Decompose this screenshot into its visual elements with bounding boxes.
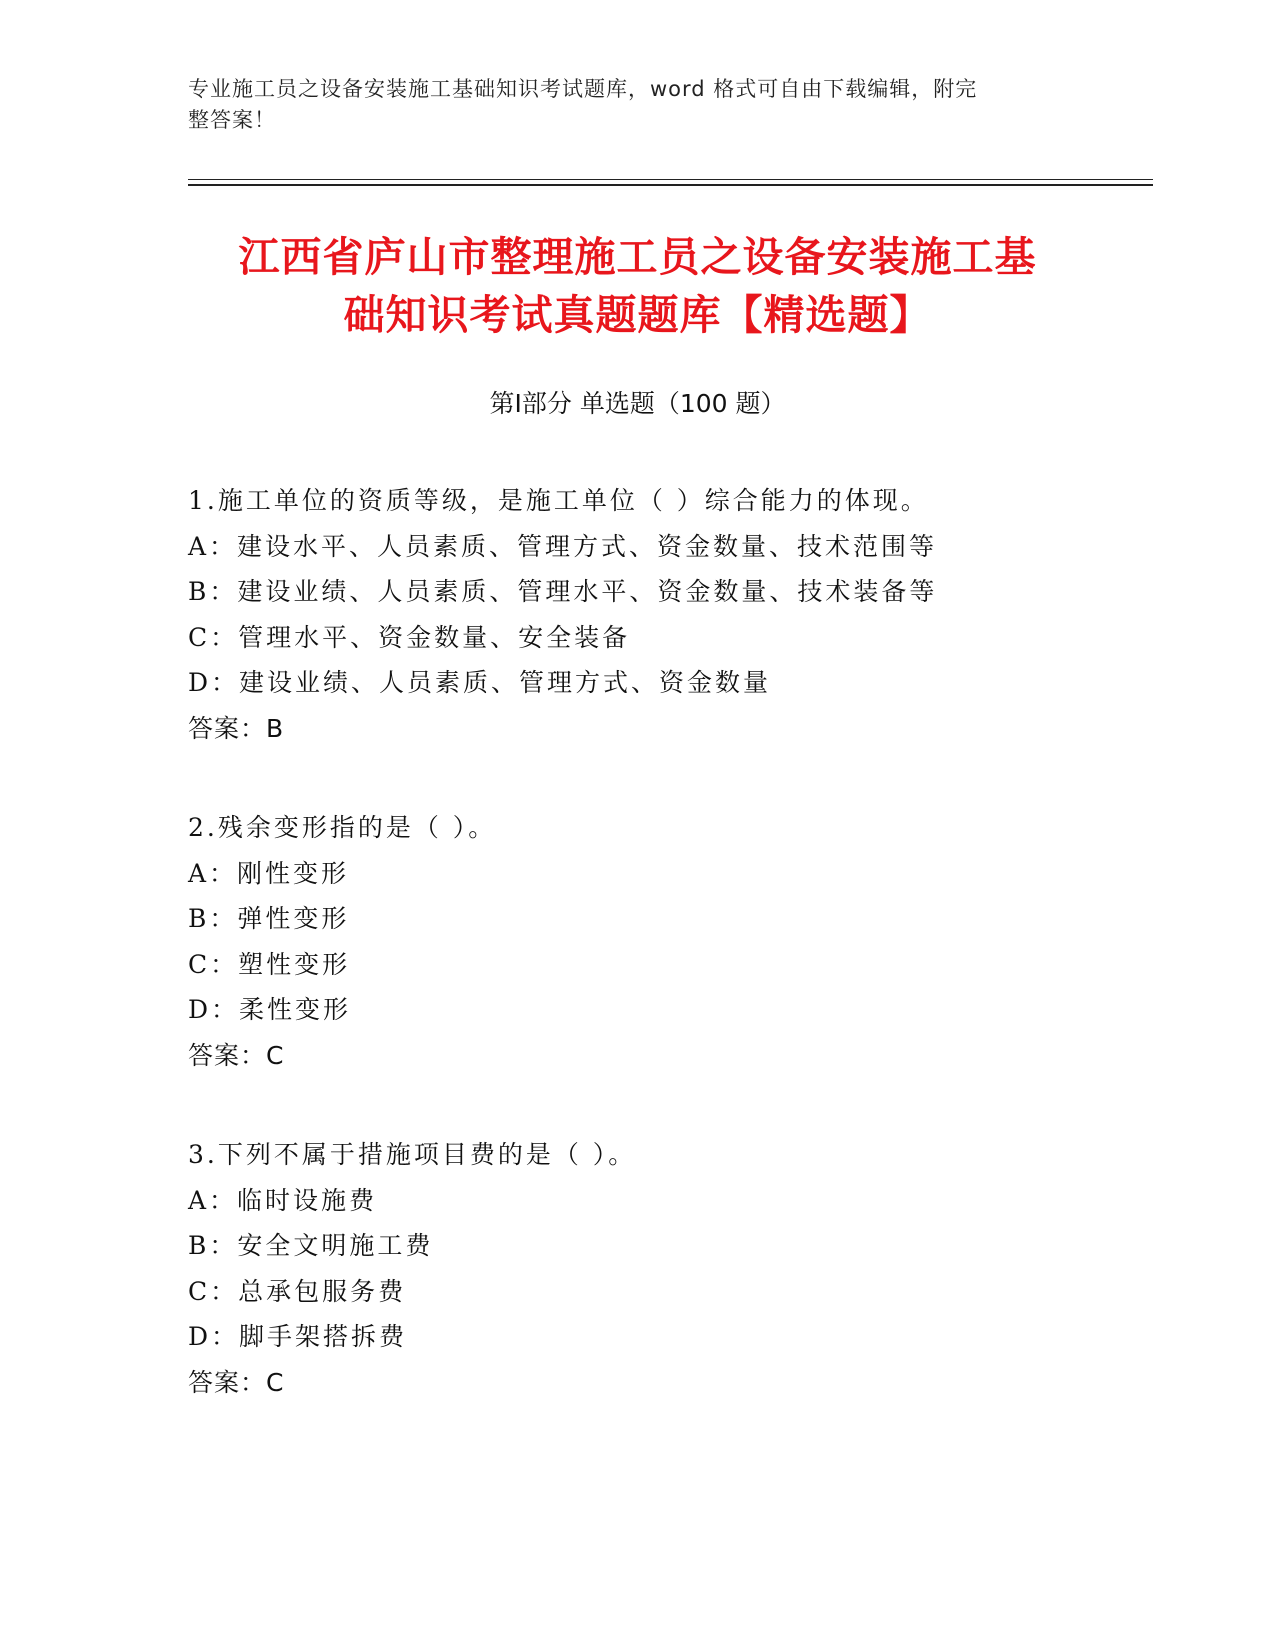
header-divider-thick — [188, 184, 1153, 186]
question-stem: 2.残余变形指的是（ ）。 — [188, 813, 497, 842]
option-b: B：建设业绩、人员素质、管理水平、资金数量、技术装备等 — [188, 577, 938, 606]
option-c: C：塑性变形 — [188, 949, 351, 979]
question-list — [188, 478, 1148, 1459]
document-title-line-1: 江西省庐山市整理施工员之设备安装施工基 — [238, 233, 1037, 281]
question-item — [188, 805, 1148, 1078]
option-d: D：建设业绩、人员素质、管理方式、资金数量 — [188, 668, 772, 697]
header-note-line-1: 专业施工员之设备安装施工基础知识考试题库，word 格式可自由下载编辑，附完 — [188, 77, 978, 101]
answer-line: 答案：B — [188, 713, 285, 743]
option-a: A：刚性变形 — [188, 858, 350, 888]
answer-line: 答案：C — [188, 1040, 285, 1070]
document-header-note — [188, 74, 1068, 136]
option-b: B：安全文明施工费 — [188, 1231, 434, 1260]
question-stem: 1.施工单位的资质等级，是施工单位（ ）综合能力的体现。 — [188, 486, 929, 515]
option-a: A：临时设施费 — [188, 1185, 378, 1215]
header-divider-thin — [188, 179, 1153, 180]
option-d: D：柔性变形 — [188, 995, 352, 1024]
option-c: C：总承包服务费 — [188, 1276, 407, 1306]
option-b: B：弹性变形 — [188, 904, 350, 933]
section-heading: 第Ⅰ部分 单选题（100 题） — [489, 389, 786, 418]
option-c: C：管理水平、资金数量、安全装备 — [188, 622, 631, 652]
question-item — [188, 1132, 1148, 1405]
option-a: A：建设水平、人员素质、管理方式、资金数量、技术范围等 — [188, 531, 938, 561]
document-title-line-2: 础知识考试真题题库【精选题】 — [343, 291, 932, 339]
header-note-line-2: 整答案！ — [188, 108, 276, 132]
question-stem: 3.下列不属于措施项目费的是（ ）。 — [188, 1140, 637, 1169]
document-title — [150, 228, 1125, 344]
answer-line: 答案：C — [188, 1367, 285, 1397]
question-item — [188, 478, 1148, 751]
option-d: D：脚手架搭拆费 — [188, 1322, 408, 1351]
